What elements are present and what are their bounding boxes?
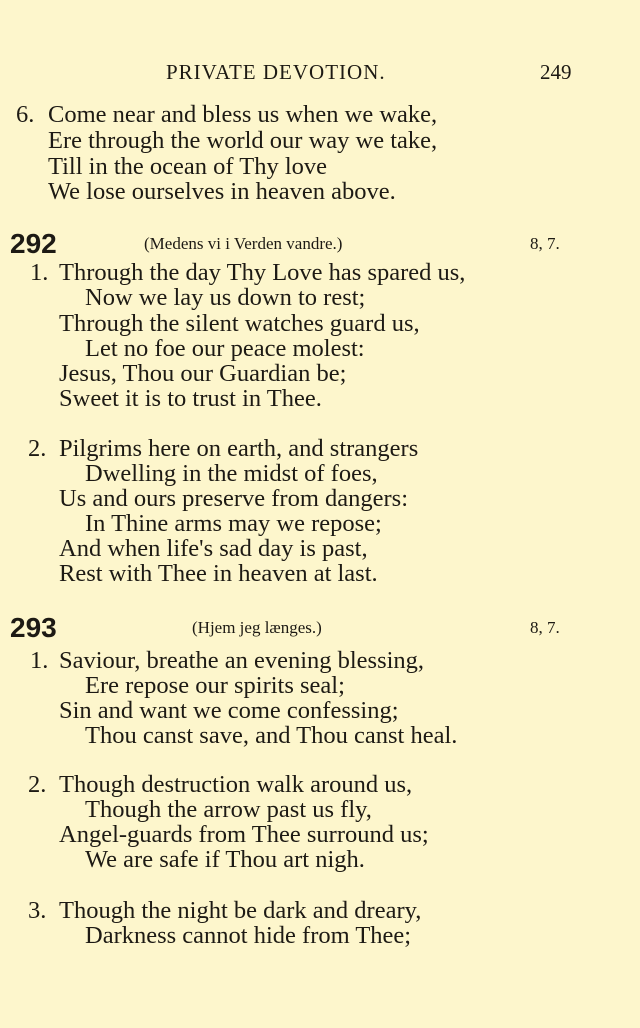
page-header — [0, 60, 640, 90]
verse-line: Thou canst save, and Thou canst heal. — [85, 722, 458, 749]
verse-line: Sin and want we come confessing; — [59, 697, 399, 724]
verse-line: Us and ours preserve from dangers: — [59, 485, 409, 512]
verse-line: Ere repose our spirits seal; — [85, 672, 345, 699]
verse-line: Dwelling in the midst of foes, — [85, 460, 378, 487]
verse-number: 6. — [16, 101, 35, 128]
hymn-meter: 8, 7. — [530, 618, 560, 637]
verse-number: 1. — [30, 647, 49, 674]
verse-number: 2. — [28, 435, 47, 462]
verse-line: Come near and bless us when we wake, — [48, 101, 438, 128]
verse-line: Let no foe our peace molest: — [85, 335, 365, 362]
verse-line: Rest with Thee in heaven at last. — [59, 560, 378, 587]
verse-line: Ere through the world our way we take, — [48, 127, 438, 154]
verse-line: Through the silent watches guard us, — [59, 310, 420, 337]
verse-line: In Thine arms may we repose; — [85, 510, 382, 537]
verse-line: Angel-guards from Thee surround us; — [59, 821, 429, 848]
verse-line: Though the night be dark and dreary, — [59, 897, 422, 924]
verse-number: 2. — [28, 771, 47, 798]
verse-line: We lose ourselves in heaven above. — [48, 178, 396, 205]
verse-line: Now we lay us down to rest; — [85, 284, 366, 311]
hymn-number: 292 — [10, 228, 57, 259]
verse-line: And when life's sad day is past, — [59, 535, 368, 562]
verse-line: Till in the ocean of Thy love — [48, 153, 327, 180]
page-number: 249 — [540, 60, 572, 84]
hymn-original-title: (Hjem jeg længes.) — [192, 618, 322, 637]
verse-line: Though the arrow past us fly, — [85, 796, 372, 823]
hymn-original-title: (Medens vi i Verden vandre.) — [144, 234, 343, 253]
hymn-meter: 8, 7. — [530, 234, 560, 253]
verse-line: Pilgrims here on earth, and strangers — [59, 435, 419, 462]
verse-line: Jesus, Thou our Guardian be; — [59, 360, 347, 387]
verse-line: Darkness cannot hide from Thee; — [85, 922, 412, 949]
verse-line: Saviour, breathe an evening blessing, — [59, 647, 425, 674]
verse-number: 3. — [28, 897, 47, 924]
hymn-number: 293 — [10, 612, 57, 643]
verse-number: 1. — [30, 259, 49, 286]
verse-line: We are safe if Thou art nigh. — [85, 846, 365, 873]
verse-line: Though destruction walk around us, — [59, 771, 413, 798]
running-head: PRIVATE DEVOTION. — [166, 60, 386, 84]
verse-line: Through the day Thy Love has spared us, — [59, 259, 466, 286]
verse-line: Sweet it is to trust in Thee. — [59, 385, 322, 412]
